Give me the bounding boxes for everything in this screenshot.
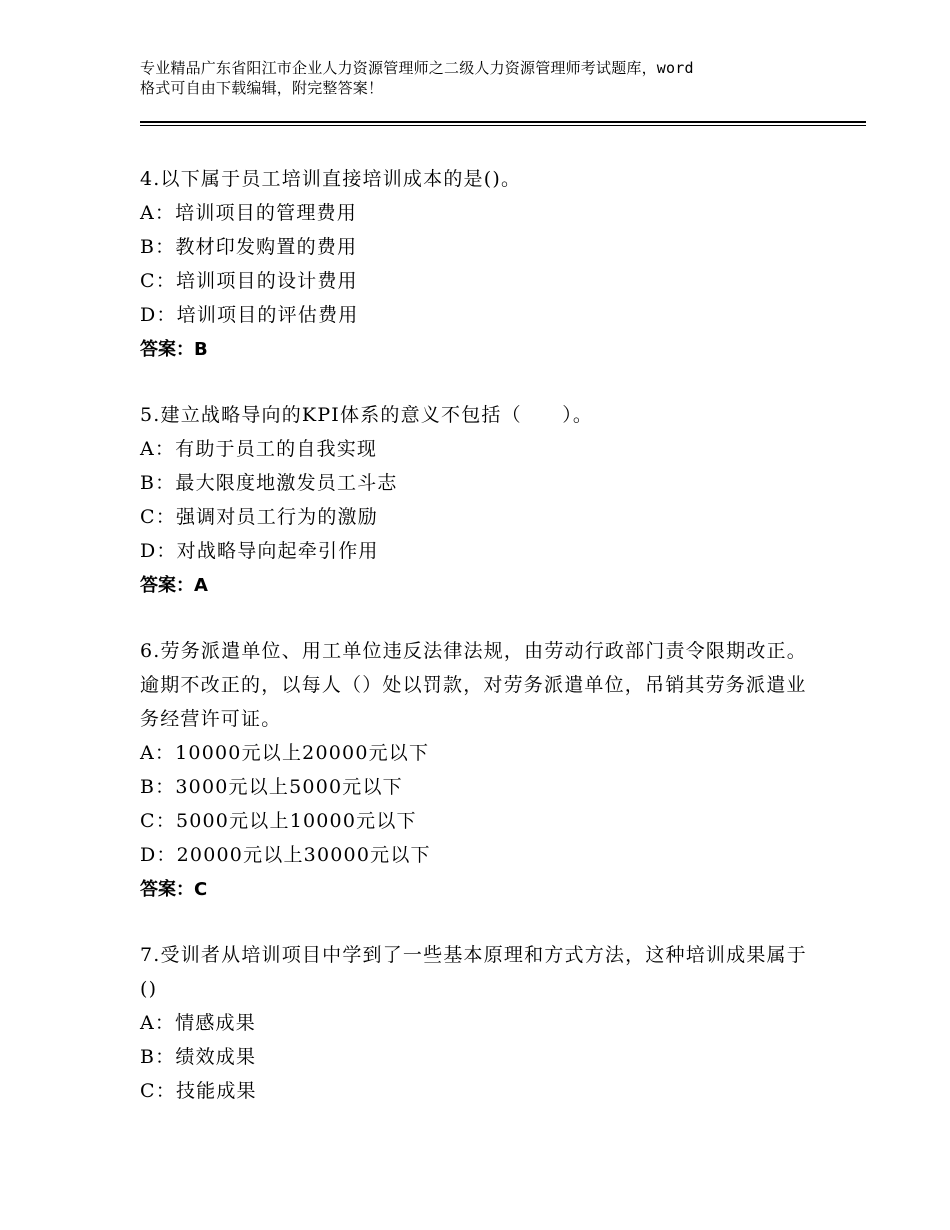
option-c: C：强调对员工行为的激励 [140,506,378,528]
option-c: C：培训项目的设计费用 [140,270,358,292]
option-d: D：培训项目的评估费用 [140,304,359,326]
question-text: 7.受训者从培训项目中学到了一些基本原理和方式方法，这种培训成果属于() [140,944,807,1000]
question-text: 5.建立战略导向的KPI体系的意义不包括（ ）。 [140,404,594,426]
question-4 [140,162,820,368]
question-text: 6.劳务派遣单位、用工单位违反法律法规，由劳动行政部门责令限期改正。逾期不改正的，以每人（）处以罚款，对劳务派遣单位，吊销其劳务派遣业务经营许可证。 [140,640,807,730]
option-b: B：教材印发购置的费用 [140,236,358,258]
question-7 [140,938,820,1108]
header-line-2: 格式可自由下载编辑，附完整答案！ [140,79,384,97]
option-a: A：10000元以上20000元以下 [140,742,430,764]
option-a: A：有助于员工的自我实现 [140,438,378,460]
option-a: A：情感成果 [140,1012,256,1034]
option-c: C：技能成果 [140,1080,257,1102]
option-c: C：5000元以上10000元以下 [140,810,417,832]
question-text: 4.以下属于员工培训直接培训成本的是()。 [140,168,522,190]
question-5 [140,398,820,604]
header-divider-thin [140,125,866,126]
option-b: B：最大限度地激发员工斗志 [140,472,398,494]
header-divider-thick [140,121,866,123]
answer: 答案：B [140,339,208,360]
answer: 答案：C [140,879,208,900]
document-header [140,58,840,98]
header-line-1: 专业精品广东省阳江市企业人力资源管理师之二级人力资源管理师考试题库，word [140,59,694,77]
option-b: B：绩效成果 [140,1046,257,1068]
question-list [140,162,820,1138]
option-d: D：对战略导向起牵引作用 [140,540,379,562]
answer: 答案：A [140,575,208,596]
option-d: D：20000元以上30000元以下 [140,844,431,866]
question-6 [140,634,820,908]
option-a: A：培训项目的管理费用 [140,202,357,224]
option-b: B：3000元以上5000元以下 [140,776,403,798]
